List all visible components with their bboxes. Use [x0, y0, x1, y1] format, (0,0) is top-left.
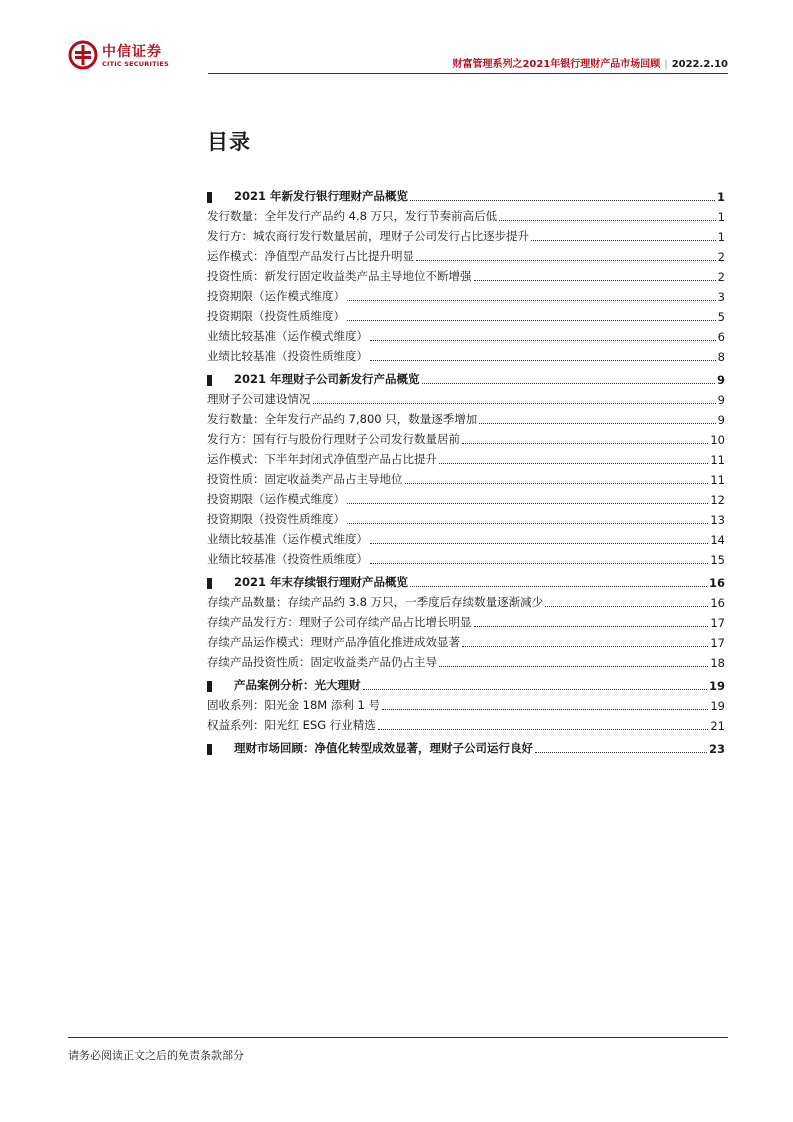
toc-leader-dots — [370, 360, 716, 361]
table-of-contents — [207, 186, 725, 758]
toc-page-number: 17 — [710, 636, 725, 650]
toc-leader-dots — [347, 300, 716, 301]
toc-entry-label: 投资性质：固定收益类产品占主导地位 — [207, 472, 403, 486]
toc-page-number: 2 — [717, 270, 725, 284]
toc-leader-dots — [382, 709, 708, 710]
footer-disclaimer: 请务必阅读正文之后的免责条款部分 — [68, 1049, 244, 1062]
report-title: 财富管理系列之2021年银行理财产品市场回顾 — [452, 59, 661, 70]
toc-page-number: 21 — [710, 719, 725, 733]
toc-page-number: 1 — [716, 190, 725, 204]
toc-entry-label: 固收系列：阳光金 18M 添利 1 号 — [207, 698, 380, 712]
toc-leader-dots — [545, 606, 708, 607]
toc-entry-label: 发行数量：全年发行产品约 7,800 只，数量逐季增加 — [207, 412, 478, 426]
toc-title: 目录 — [207, 130, 251, 154]
section-marker-icon — [207, 681, 212, 692]
section-marker-icon — [207, 744, 212, 755]
toc-entry-row[interactable] — [207, 652, 725, 672]
toc-leader-dots — [405, 483, 709, 484]
toc-page-number: 6 — [717, 330, 725, 344]
toc-page-number: 19 — [710, 699, 725, 713]
page-header — [68, 38, 728, 76]
logo-text-english: CITIC SECURITIES — [102, 60, 169, 68]
toc-entry-row[interactable] — [207, 695, 725, 715]
toc-page-number: 17 — [710, 616, 725, 630]
toc-page-number: 11 — [710, 473, 725, 487]
toc-leader-dots — [347, 503, 708, 504]
toc-entry-label: 存续产品数量：存续产品约 3.8 万只，一季度后存续数量逐渐减少 — [207, 595, 544, 609]
toc-entry-row[interactable] — [207, 409, 725, 429]
toc-page-number: 3 — [717, 290, 725, 304]
toc-entry-label: 投资期限（投资性质维度） — [207, 512, 345, 526]
toc-leader-dots — [462, 646, 708, 647]
toc-page-number: 9 — [717, 393, 725, 407]
toc-entry-row[interactable] — [207, 226, 725, 246]
toc-entry-label: 投资性质：新发行固定收益类产品主导地位不断增强 — [207, 269, 472, 283]
toc-leader-dots — [370, 563, 708, 564]
toc-entry-label: 发行方：国有行与股份行理财子公司发行数量居前 — [207, 432, 460, 446]
toc-entry-row[interactable] — [207, 509, 725, 529]
toc-leader-dots — [439, 463, 708, 464]
toc-page-number: 12 — [710, 493, 725, 507]
toc-leader-dots — [439, 666, 708, 667]
toc-section-row[interactable] — [207, 369, 725, 389]
toc-page-number: 9 — [717, 413, 725, 427]
toc-section-title: 2021 年新发行银行理财产品概览 — [234, 189, 409, 203]
toc-section-title: 2021 年末存续银行理财产品概览 — [234, 575, 409, 589]
toc-entry-row[interactable] — [207, 549, 725, 569]
toc-entry-label: 投资期限（投资性质维度） — [207, 309, 345, 323]
toc-entry-row[interactable] — [207, 612, 725, 632]
toc-entry-label: 运作模式：净值型产品发行占比提升明显 — [207, 249, 414, 263]
toc-entry-row[interactable] — [207, 286, 725, 306]
toc-entry-label: 权益系列：阳光红 ESG 行业精选 — [207, 718, 376, 732]
toc-entry-label: 发行数量：全年发行产品约 4.8 万只，发行节奏前高后低 — [207, 209, 498, 223]
citic-logo — [68, 38, 188, 74]
toc-leader-dots — [370, 340, 716, 341]
toc-leader-dots — [474, 626, 709, 627]
toc-page-number: 9 — [716, 373, 725, 387]
toc-page-number: 10 — [710, 433, 725, 447]
toc-page-number: 13 — [710, 513, 725, 527]
citic-logo-icon — [68, 40, 98, 70]
toc-entry-label: 业绩比较基准（运作模式维度） — [207, 329, 368, 343]
toc-entry-label: 存续产品投资性质：固定收益类产品仍占主导 — [207, 655, 437, 669]
toc-page-number: 19 — [708, 679, 725, 693]
toc-entry-row[interactable] — [207, 632, 725, 652]
toc-entry-label: 业绩比较基准（投资性质维度） — [207, 349, 368, 363]
logo-text-chinese: 中信证券 — [102, 44, 162, 60]
toc-section-title: 2021 年理财子公司新发行产品概览 — [234, 372, 420, 386]
toc-page-number: 16 — [708, 576, 725, 590]
toc-entry-row[interactable] — [207, 429, 725, 449]
toc-leader-dots — [347, 320, 716, 321]
toc-leader-dots — [462, 443, 708, 444]
toc-leader-dots — [416, 260, 716, 261]
toc-entry-label: 投资期限（运作模式维度） — [207, 289, 345, 303]
toc-section-row[interactable] — [207, 675, 725, 695]
toc-entry-label: 运作模式：下半年封闭式净值型产品占比提升 — [207, 452, 437, 466]
header-report-info — [452, 55, 728, 70]
toc-page-number: 5 — [717, 310, 725, 324]
toc-entry-label: 存续产品发行方：理财子公司存续产品占比增长明显 — [207, 615, 472, 629]
footer-divider — [68, 1037, 728, 1038]
toc-leader-dots — [422, 383, 715, 384]
toc-leader-dots — [499, 220, 716, 221]
toc-entry-label: 投资期限（运作模式维度） — [207, 492, 345, 506]
toc-entry-row[interactable] — [207, 389, 725, 409]
toc-entry-row[interactable] — [207, 715, 725, 735]
toc-page-number: 15 — [710, 553, 725, 567]
toc-leader-dots — [410, 586, 707, 587]
toc-leader-dots — [479, 423, 715, 424]
toc-page-number: 11 — [710, 453, 725, 467]
toc-leader-dots — [370, 543, 708, 544]
toc-page-number: 23 — [708, 742, 725, 756]
toc-page-number: 1 — [717, 210, 725, 224]
toc-page-number: 18 — [710, 656, 725, 670]
toc-entry-label: 存续产品运作模式：理财产品净值化推进成效显著 — [207, 635, 460, 649]
toc-entry-row[interactable] — [207, 326, 725, 346]
toc-entry-label: 理财子公司建设情况 — [207, 392, 311, 406]
toc-page-number: 2 — [717, 250, 725, 264]
toc-entry-label: 发行方：城农商行发行数量居前，理财子公司发行占比逐步提升 — [207, 229, 529, 243]
toc-entry-label: 业绩比较基准（投资性质维度） — [207, 552, 368, 566]
toc-leader-dots — [535, 752, 707, 753]
toc-page-number: 8 — [717, 350, 725, 364]
toc-section-row[interactable] — [207, 738, 725, 758]
section-marker-icon — [207, 192, 212, 203]
toc-entry-row[interactable] — [207, 469, 725, 489]
toc-entry-row[interactable] — [207, 449, 725, 469]
toc-section-row[interactable] — [207, 186, 725, 206]
toc-entry-row[interactable] — [207, 489, 725, 509]
toc-section-title: 产品案例分析：光大理财 — [234, 678, 361, 692]
toc-leader-dots — [347, 523, 708, 524]
toc-leader-dots — [474, 280, 716, 281]
toc-entry-row[interactable] — [207, 206, 725, 226]
toc-section-row[interactable] — [207, 572, 725, 592]
section-marker-icon — [207, 578, 212, 589]
toc-entry-row[interactable] — [207, 266, 725, 286]
report-date: 2022.2.10 — [671, 59, 728, 70]
toc-section-title: 理财市场回顾：净值化转型成效显著，理财子公司运行良好 — [234, 741, 533, 755]
toc-entry-row[interactable] — [207, 592, 725, 612]
toc-entry-row[interactable] — [207, 306, 725, 326]
toc-page-number: 1 — [717, 230, 725, 244]
toc-leader-dots — [313, 403, 716, 404]
toc-leader-dots — [410, 200, 715, 201]
section-marker-icon — [207, 375, 212, 386]
header-divider — [208, 73, 728, 74]
header-separator: | — [664, 59, 668, 70]
toc-entry-row[interactable] — [207, 529, 725, 549]
toc-leader-dots — [378, 729, 709, 730]
toc-entry-row[interactable] — [207, 346, 725, 366]
toc-entry-label: 业绩比较基准（运作模式维度） — [207, 532, 368, 546]
toc-page-number: 14 — [710, 533, 725, 547]
toc-leader-dots — [363, 689, 707, 690]
toc-entry-row[interactable] — [207, 246, 725, 266]
toc-leader-dots — [531, 240, 716, 241]
toc-page-number: 16 — [710, 596, 725, 610]
